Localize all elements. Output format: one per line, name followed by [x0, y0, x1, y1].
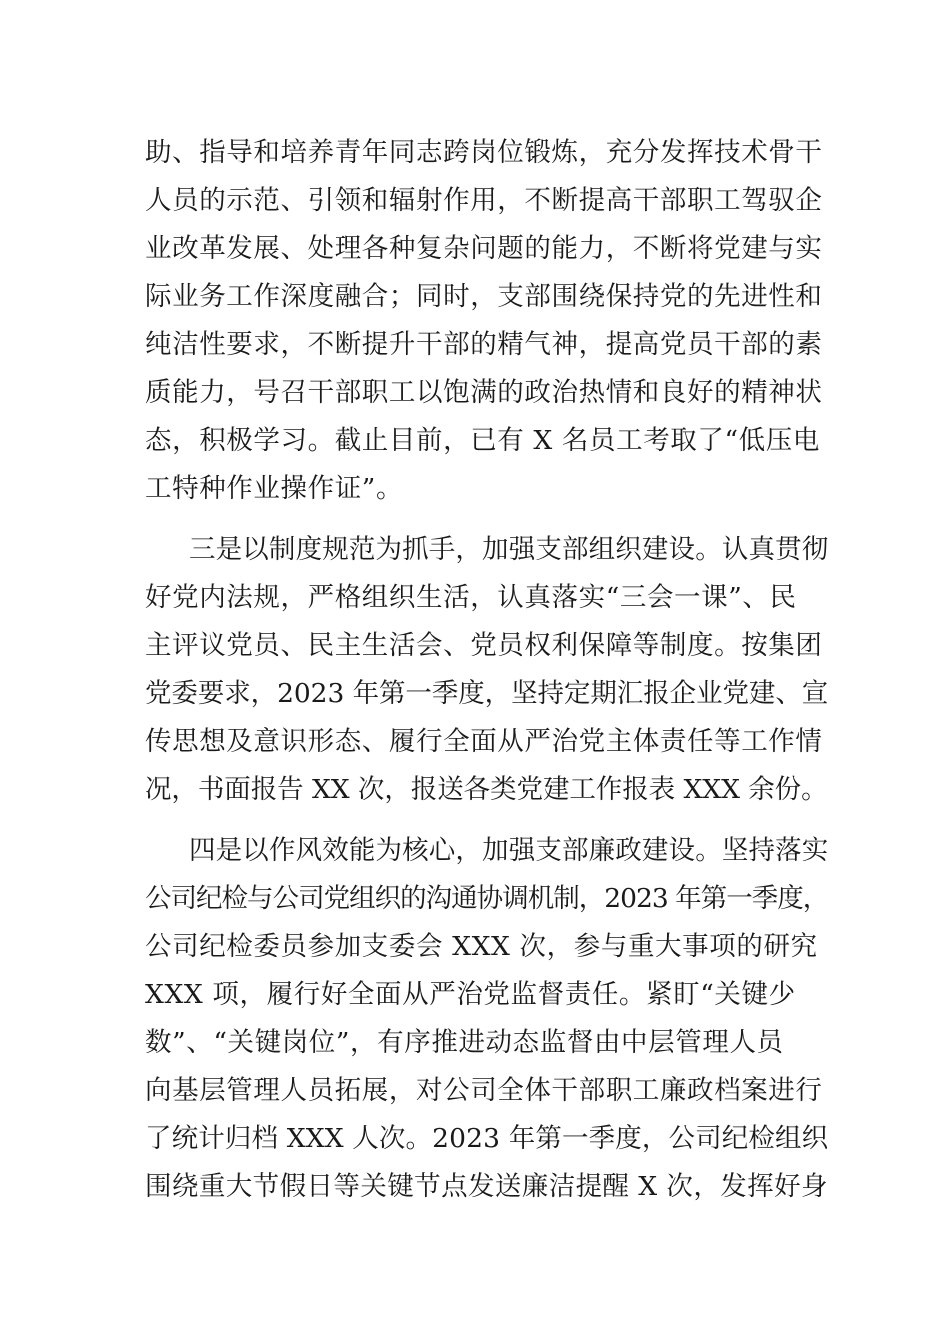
paragraph-3-line-8: 围绕重大节假日等关键节点发送廉洁提醒 X 次，发挥好身 — [145, 1171, 828, 1202]
paragraph-2-line-5: 传思想及意识形态、履行全面从严治党主体责任等工作情 — [145, 726, 823, 757]
paragraph-1-line-7: 态，积极学习。截止目前，已有 X 名员工考取了“低压电 — [145, 425, 820, 456]
paragraph-2-line-6: 况，书面报告 XX 次，报送各类党建工作报表 XXX 余份。 — [145, 774, 828, 805]
paragraph-3-line-1: 四是以作风效能为核心，加强支部廉政建设。坚持落实 — [189, 835, 829, 866]
paragraph-1-line-4: 际业务工作深度融合；同时，支部围绕保持党的先进性和 — [145, 281, 823, 312]
paragraph-1-line-8: 工特种作业操作证”。 — [145, 473, 404, 504]
paragraph-3-line-6: 向基层管理人员拓展，对公司全体干部职工廉政档案进行 — [145, 1075, 823, 1106]
paragraph-1-line-6: 质能力，号召干部职工以饱满的政治热情和良好的精神状 — [145, 377, 823, 408]
paragraph-1-line-5: 纯洁性要求，不断提升干部的精气神，提高党员干部的素 — [145, 329, 823, 360]
paragraph-1-line-3: 业改革发展、处理各种复杂问题的能力，不断将党建与实 — [145, 233, 823, 264]
paragraph-3-line-2: 公司纪检与公司党组织的沟通协调机制，2023 年第一季度， — [145, 883, 829, 914]
paragraph-3-line-4: XXX 项，履行好全面从严治党监督责任。紧盯“关键少 — [145, 979, 796, 1010]
paragraph-3-line-5: 数”、“关键岗位”，有序推进动态监督由中层管理人员 — [145, 1027, 784, 1058]
paragraph-2-line-1: 三是以制度规范为抓手，加强支部组织建设。认真贯彻 — [189, 534, 829, 565]
paragraph-3-line-7: 了统计归档 XXX 人次。2023 年第一季度，公司纪检组织 — [145, 1123, 829, 1154]
paragraph-1-line-1: 助、指导和培养青年同志跨岗位锻炼，充分发挥技术骨干 — [145, 137, 823, 168]
paragraph-1-line-2: 人员的示范、引领和辐射作用，不断提高干部职工驾驭企 — [145, 185, 823, 216]
paragraph-3-line-3: 公司纪检委员参加支委会 XXX 次，参与重大事项的研究 — [145, 931, 818, 962]
paragraph-2-line-2: 好党内法规，严格组织生活，认真落实“三会一课”、民 — [145, 582, 797, 613]
paragraph-2-line-3: 主评议党员、民主生活会、党员权利保障等制度。按集团 — [145, 630, 823, 661]
paragraph-2-line-4: 党委要求，2023 年第一季度，坚持定期汇报企业党建、宣 — [145, 678, 829, 709]
